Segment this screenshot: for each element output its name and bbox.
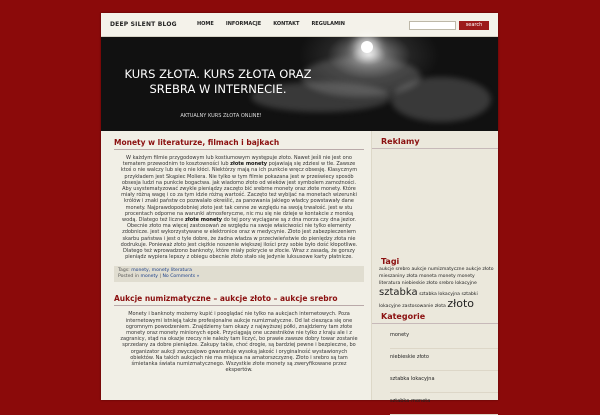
posted-label: Posted in (118, 274, 140, 280)
tag-cloud (372, 266, 498, 310)
page-wrapper (101, 13, 498, 404)
tag-link[interactable]: aukcje srebro (379, 267, 410, 272)
post-text: do tej pory wyciągane są z dna morza czy dna jezior. Obecnie złoto ma więcej zastosowań ze względu na swoje właściwości nie tylko elementy zdobnicze. jest wykorzystywane w elektronice oraz w medycynie. Złoto jest zabezpieczeniem skarbu państwa i jest o tyle dobre, że żadna władza w przeciwieństwie do pieniędzy złota nie dodrukuje. Ponieważ złoto jest ciężkie noszenie większej ilości przy sobie było dość kłopotliwe. Dlatego też wprowadzono banknoty, które miały pokrycie w złocie. Wraz z zasadą, że gorszy pieniądz wypiera lepszy z obiegu obecnie złoto stało się jedynie luksusowe karty płatnicze. (120, 217, 358, 261)
post-text: pojawiają się zdziesi w tle. Zawsze ktoś o nie walczy lub się o nie kłóci. Niektórzy mają na ich punkcie wręcz obsesję. Klasycznym przykładem jest Skąpiec Moliera. Nie tylko w tym filmie pokazana jest w przeświecy sposób obsesja ludzi na punkcie bogactwa. jak wiadomo złoto od wieków jest symbolem zamożności. Aby usystematyzować zwykle pieniądzy zaczęto bić srebrne monety oraz złote monety. Które miały różną wagę i co za tym idzie różną wartość. Zaczęto też wybijać na monetach wizerunki królów i znaki państw co pozwalało określić, za panowania jakiego władcy powstawały dane monety. Najprawdopodobniej złoto jest tak cenne ze względu na swoją trwałość. jest w stu procentach odporne na warunki atmosferyczne, nic mu się nie dzieje w kontakcie z morską wodą. Dlatego też liczne (120, 161, 358, 224)
nav-regulamin[interactable]: REGULAMIN (311, 21, 345, 27)
sidebar-heading-reklamy: Reklamy (372, 137, 498, 149)
nav-kontakt[interactable]: KONTAKT (273, 21, 300, 27)
category-item[interactable]: sztabka lokacyjna (390, 374, 498, 393)
post-body: Monety i banknoty możemy kupić i pooglądać nie tylko na aukcjach internetowych. Poza internetowymi istnieją także profesjonalne aukcje numizmatyczne. Od lat ciesząca się one ogromnym powodzeniem. Znajdziemy tam okazy z najwyższej półki, znajdziemy tam złote monety oraz monety minionych epok. Przyciągają one uczestników nie tylko z kraju ale i z zagranicy, stąd na okazje rzeczy nie należy tam liczyć, bo prawie zawsze dobry towar zostanie sprzedany za dobre pieniądze. Zakupy takie, choć drogie, są bardziej pewne i bezpieczne, bo organizator aukcji zwyczajowo gwarantuje wysoką jakość i oryginalność wystawionych obiektów. Na takich aukcjach nie ma miejsca na amatorszczyznę. Złoto i srebro są tam śmietanka świata numizmatycznego. Wszystkie złote monety są zweryfikowane przez ekspertów. (120, 311, 358, 374)
category-item[interactable]: monety (390, 330, 498, 349)
post-bold-text: złote monety (185, 217, 222, 224)
tag-link[interactable]: niebieskie złoto (401, 281, 438, 286)
header-subtitle: AKTUALNY KURS ZŁOTA ONLINE! (180, 113, 262, 119)
blog-name[interactable]: DEEP SILENT BLOG (110, 21, 177, 28)
comments-link[interactable]: No Comments » (162, 274, 200, 280)
post-title[interactable]: Aukcje numizmatyczne – aukcje złoto – aukcje srebro (114, 294, 364, 306)
post-category-link[interactable]: monety (140, 274, 159, 280)
post-text: W każdym filmie przygodowym lub kostiumowym występuje złoto. Nawet jeśli nie jest ono tematem przewodnim to kosztowności lub (122, 155, 352, 168)
main-nav (197, 21, 357, 27)
tags-label: Tags: (118, 268, 130, 274)
tag-link[interactable]: aukcje złoto (465, 267, 494, 272)
search-button[interactable]: search (459, 21, 489, 30)
post-title[interactable]: Monety w literaturze, filmach i bajkach (114, 138, 364, 150)
tag-link[interactable]: monety (438, 274, 456, 279)
post (114, 138, 364, 282)
top-bar (101, 13, 498, 37)
post-meta: Tags: monety, monety literatura Posted in monety | No Comments » (114, 266, 364, 282)
post-bold-text: złote monety (230, 161, 268, 168)
tag-link[interactable]: lokacyjne (455, 281, 477, 286)
category-list (372, 330, 498, 415)
nav-informacje[interactable]: INFORMACJE (225, 21, 262, 27)
post-body (114, 155, 364, 260)
category-item[interactable]: niebieskie złoto (390, 352, 498, 371)
tag-link[interactable]: zastosowanie (402, 304, 434, 309)
tag-link[interactable]: złoto (447, 297, 475, 310)
sidebar-heading-kategorie: Kategorie (372, 312, 498, 324)
sidebar-heading-tagi: Tagi (381, 257, 400, 266)
search-input[interactable] (409, 21, 456, 30)
cloud-shape (391, 77, 491, 122)
header-title: KURS ZŁOTA. KURS ZŁOTA ORAZ SREBRA W INTERNECIE. (124, 67, 312, 96)
nav-home[interactable]: HOME (197, 21, 214, 27)
tag-link[interactable]: sztabka (379, 287, 418, 298)
moon-image (361, 41, 373, 53)
sidebar (371, 131, 498, 404)
post (114, 294, 364, 373)
tag-link[interactable]: sztabka lokacyjna (419, 292, 460, 297)
header-banner (101, 37, 498, 131)
tag-link[interactable]: sztabki lokacyjne (379, 292, 478, 309)
tag-link[interactable]: mieszaniny złota (379, 274, 418, 279)
tag-link[interactable]: moneta (419, 274, 437, 279)
main-content (114, 138, 364, 373)
tag-link[interactable]: złota (434, 304, 446, 309)
post-tags-link[interactable]: monety, monety literatura (131, 268, 192, 274)
category-item[interactable]: sztabka-moneta (390, 396, 498, 415)
tag-link[interactable]: aukcje numizmatyczne (411, 267, 465, 272)
tag-link[interactable]: monety literatura (379, 274, 475, 286)
tag-link[interactable]: srebro (439, 281, 454, 286)
